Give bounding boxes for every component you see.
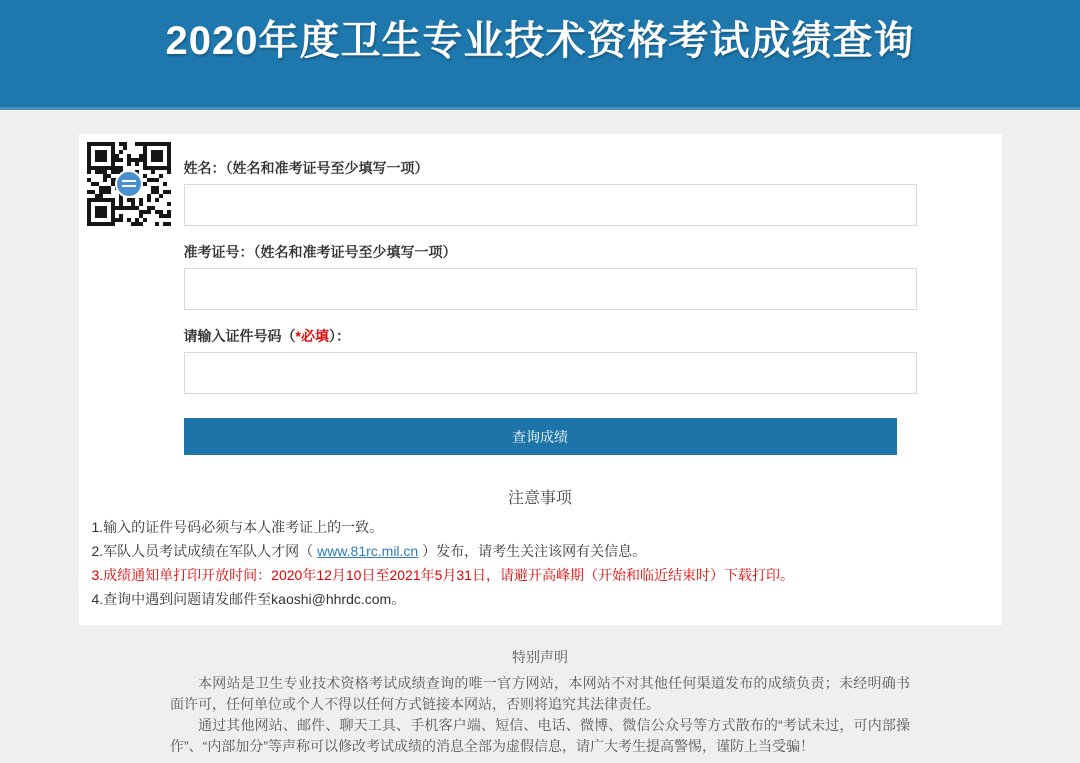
name-input[interactable] [184, 184, 917, 226]
query-form [184, 134, 917, 455]
qr-code [87, 142, 171, 226]
id-label-prefix: 请输入证件号码（ [183, 328, 296, 344]
note-2-suffix: ）发布，请考生关注该网有关信息。 [418, 543, 647, 559]
query-score-button[interactable]: 查询成绩 [184, 418, 897, 455]
id-label-suffix: ）： [328, 328, 350, 344]
military-site-link[interactable]: www.81rc.mil.cn [317, 543, 419, 559]
id-number-input[interactable] [184, 352, 917, 394]
footer-statement-1: 本网站是卫生专业技术资格考试成绩查询的唯一官方网站，本网站不对其他任何渠道发布的成绩负责；未经明确书面许可，任何单位或个人不得以任何方式链接本网站，否则将追究其法律责任。 [170, 675, 910, 712]
notes-list [92, 515, 989, 611]
id-number-label [184, 328, 917, 344]
qr-code-image [87, 142, 171, 226]
notes-title: 注意事项 [507, 490, 572, 507]
footer-title: 特别声明 [512, 649, 568, 665]
notes-section [79, 491, 1002, 625]
ticket-number-input[interactable] [184, 268, 917, 310]
note-item-4: 4.查询中遇到问题请发邮件至kaoshi@hhrdc.com。 [91, 591, 406, 607]
note-item-2 [92, 539, 989, 563]
ticket-number-label: 准考证号：（姓名和准考证号至少填写一项） [183, 244, 457, 260]
footer-statement-2: 通过其他网站、邮件、聊天工具、手机客户端、短信、电话、微博、微信公众号等方式散布的“考试未过，可内部操作”、“内部加分”等声称可以修改考试成绩的消息全部为虚假信息，请广大考生提高警惕，谨防上当受骗！ [170, 717, 910, 754]
note-item-1: 1.输入的证件号码必须与本人准考证上的一致。 [91, 519, 384, 535]
page-header [0, 0, 1080, 110]
page-title: 2020年度卫生专业技术资格考试成绩查询 [165, 19, 915, 63]
page-footer [170, 649, 910, 757]
note-2-prefix: 2.军队人员考试成绩在军队人才网（ [91, 543, 318, 559]
content-card [79, 134, 1002, 625]
name-label: 姓名：（姓名和准考证号至少填写一项） [183, 160, 429, 176]
note-item-3: 3.成绩通知单打印开放时间：2020年12月10日至2021年5月31日，请避开高峰期（开始和临近结束时）下载打印。 [91, 567, 794, 583]
required-mark: *必填 [295, 328, 329, 344]
